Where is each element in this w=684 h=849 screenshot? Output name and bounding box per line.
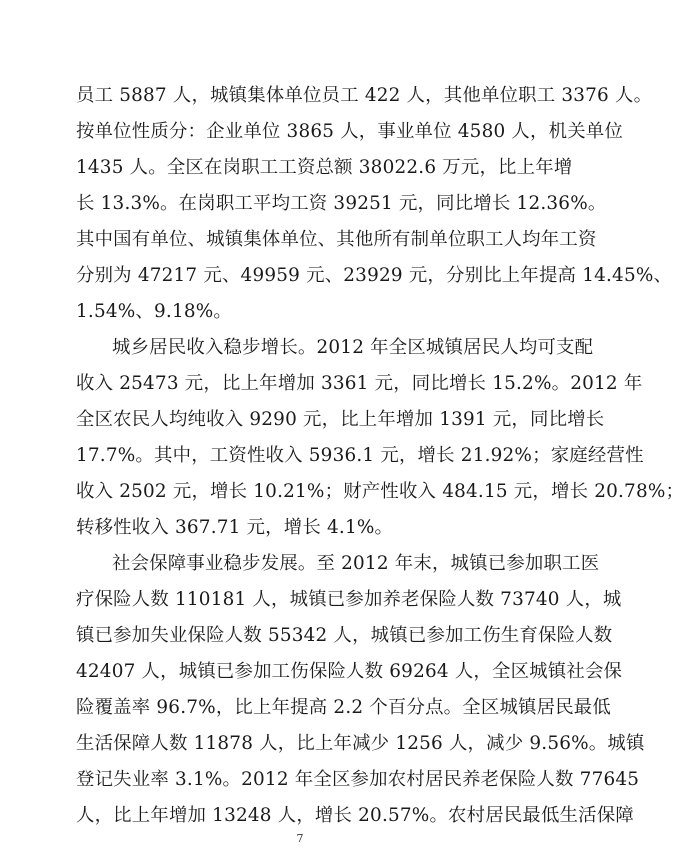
paragraph-3-line-3: 镇已参加失业保险人数 55342 人，城镇已参加工伤生育保险人数 [76,625,613,646]
paragraph-3-line-4: 42407 人，城镇已参加工伤保险人数 69264 人，全区城镇社会保 [76,661,623,682]
paragraph-1-line-6: 分别为 47217 元、49959 元、23929 元，分别比上年提高 14.45%、 [76,265,673,286]
paragraph-1-line-4: 长 13.3%。在岗职工平均工资 39251 元，同比增长 12.36%。 [76,193,607,214]
paragraph-3-line-1: 社会保障事业稳步发展。至 2012 年末，城镇已参加职工医 [112,553,600,574]
paragraph-1-line-3: 1435 人。全区在岗职工工资总额 38022.6 万元，比上年增 [76,157,573,178]
paragraph-1-line-2: 按单位性质分：企业单位 3865 人，事业单位 4580 人，机关单位 [76,121,623,142]
paragraph-2-line-3: 全区农民人均纯收入 9290 元，比上年增加 1391 元，同比增长 [76,409,605,430]
paragraph-1-line-5: 其中国有单位、城镇集体单位、其他所有制单位职工人均年工资 [76,229,597,250]
paragraph-3-line-2: 疗保险人数 110181 人，城镇已参加养老保险人数 73740 人，城 [76,589,622,610]
paragraph-1-line-7: 1.54%、9.18%。 [76,301,233,322]
paragraph-3-line-8: 人，比上年增加 13248 人，增长 20.57%。农村居民最低生活保障 [76,805,634,826]
paragraph-2-line-2: 收入 25473 元，比上年增加 3361 元，同比增长 15.2%。2012 年 [76,373,643,394]
page-number: 7 [296,832,304,845]
paragraph-2-line-6: 转移性收入 367.71 元，增长 4.1%。 [76,517,394,538]
paragraph-3-line-6: 生活保障人数 11878 人，比上年减少 1256 人，减少 9.56%。城镇 [76,733,645,754]
paragraph-3-line-7: 登记失业率 3.1%。2012 年全区参加农村居民养老保险人数 77645 [76,769,640,790]
paragraph-2-line-1: 城乡居民收入稳步增长。2012 年全区城镇居民人均可支配 [112,337,594,358]
paragraph-2-line-5: 收入 2502 元，增长 10.21%；财产性收入 484.15 元，增长 20.78%； [76,481,684,502]
paragraph-3-line-5: 险覆盖率 96.7%，比上年提高 2.2 个百分点。全区城镇居民最低 [76,697,611,718]
paragraph-2-line-4: 17.7%。其中，工资性收入 5936.1 元，增长 21.92%；家庭经营性 [76,445,644,466]
paragraph-1-line-1: 员工 5887 人，城镇集体单位员工 422 人，其他单位职工 3376 人。 [76,85,653,106]
